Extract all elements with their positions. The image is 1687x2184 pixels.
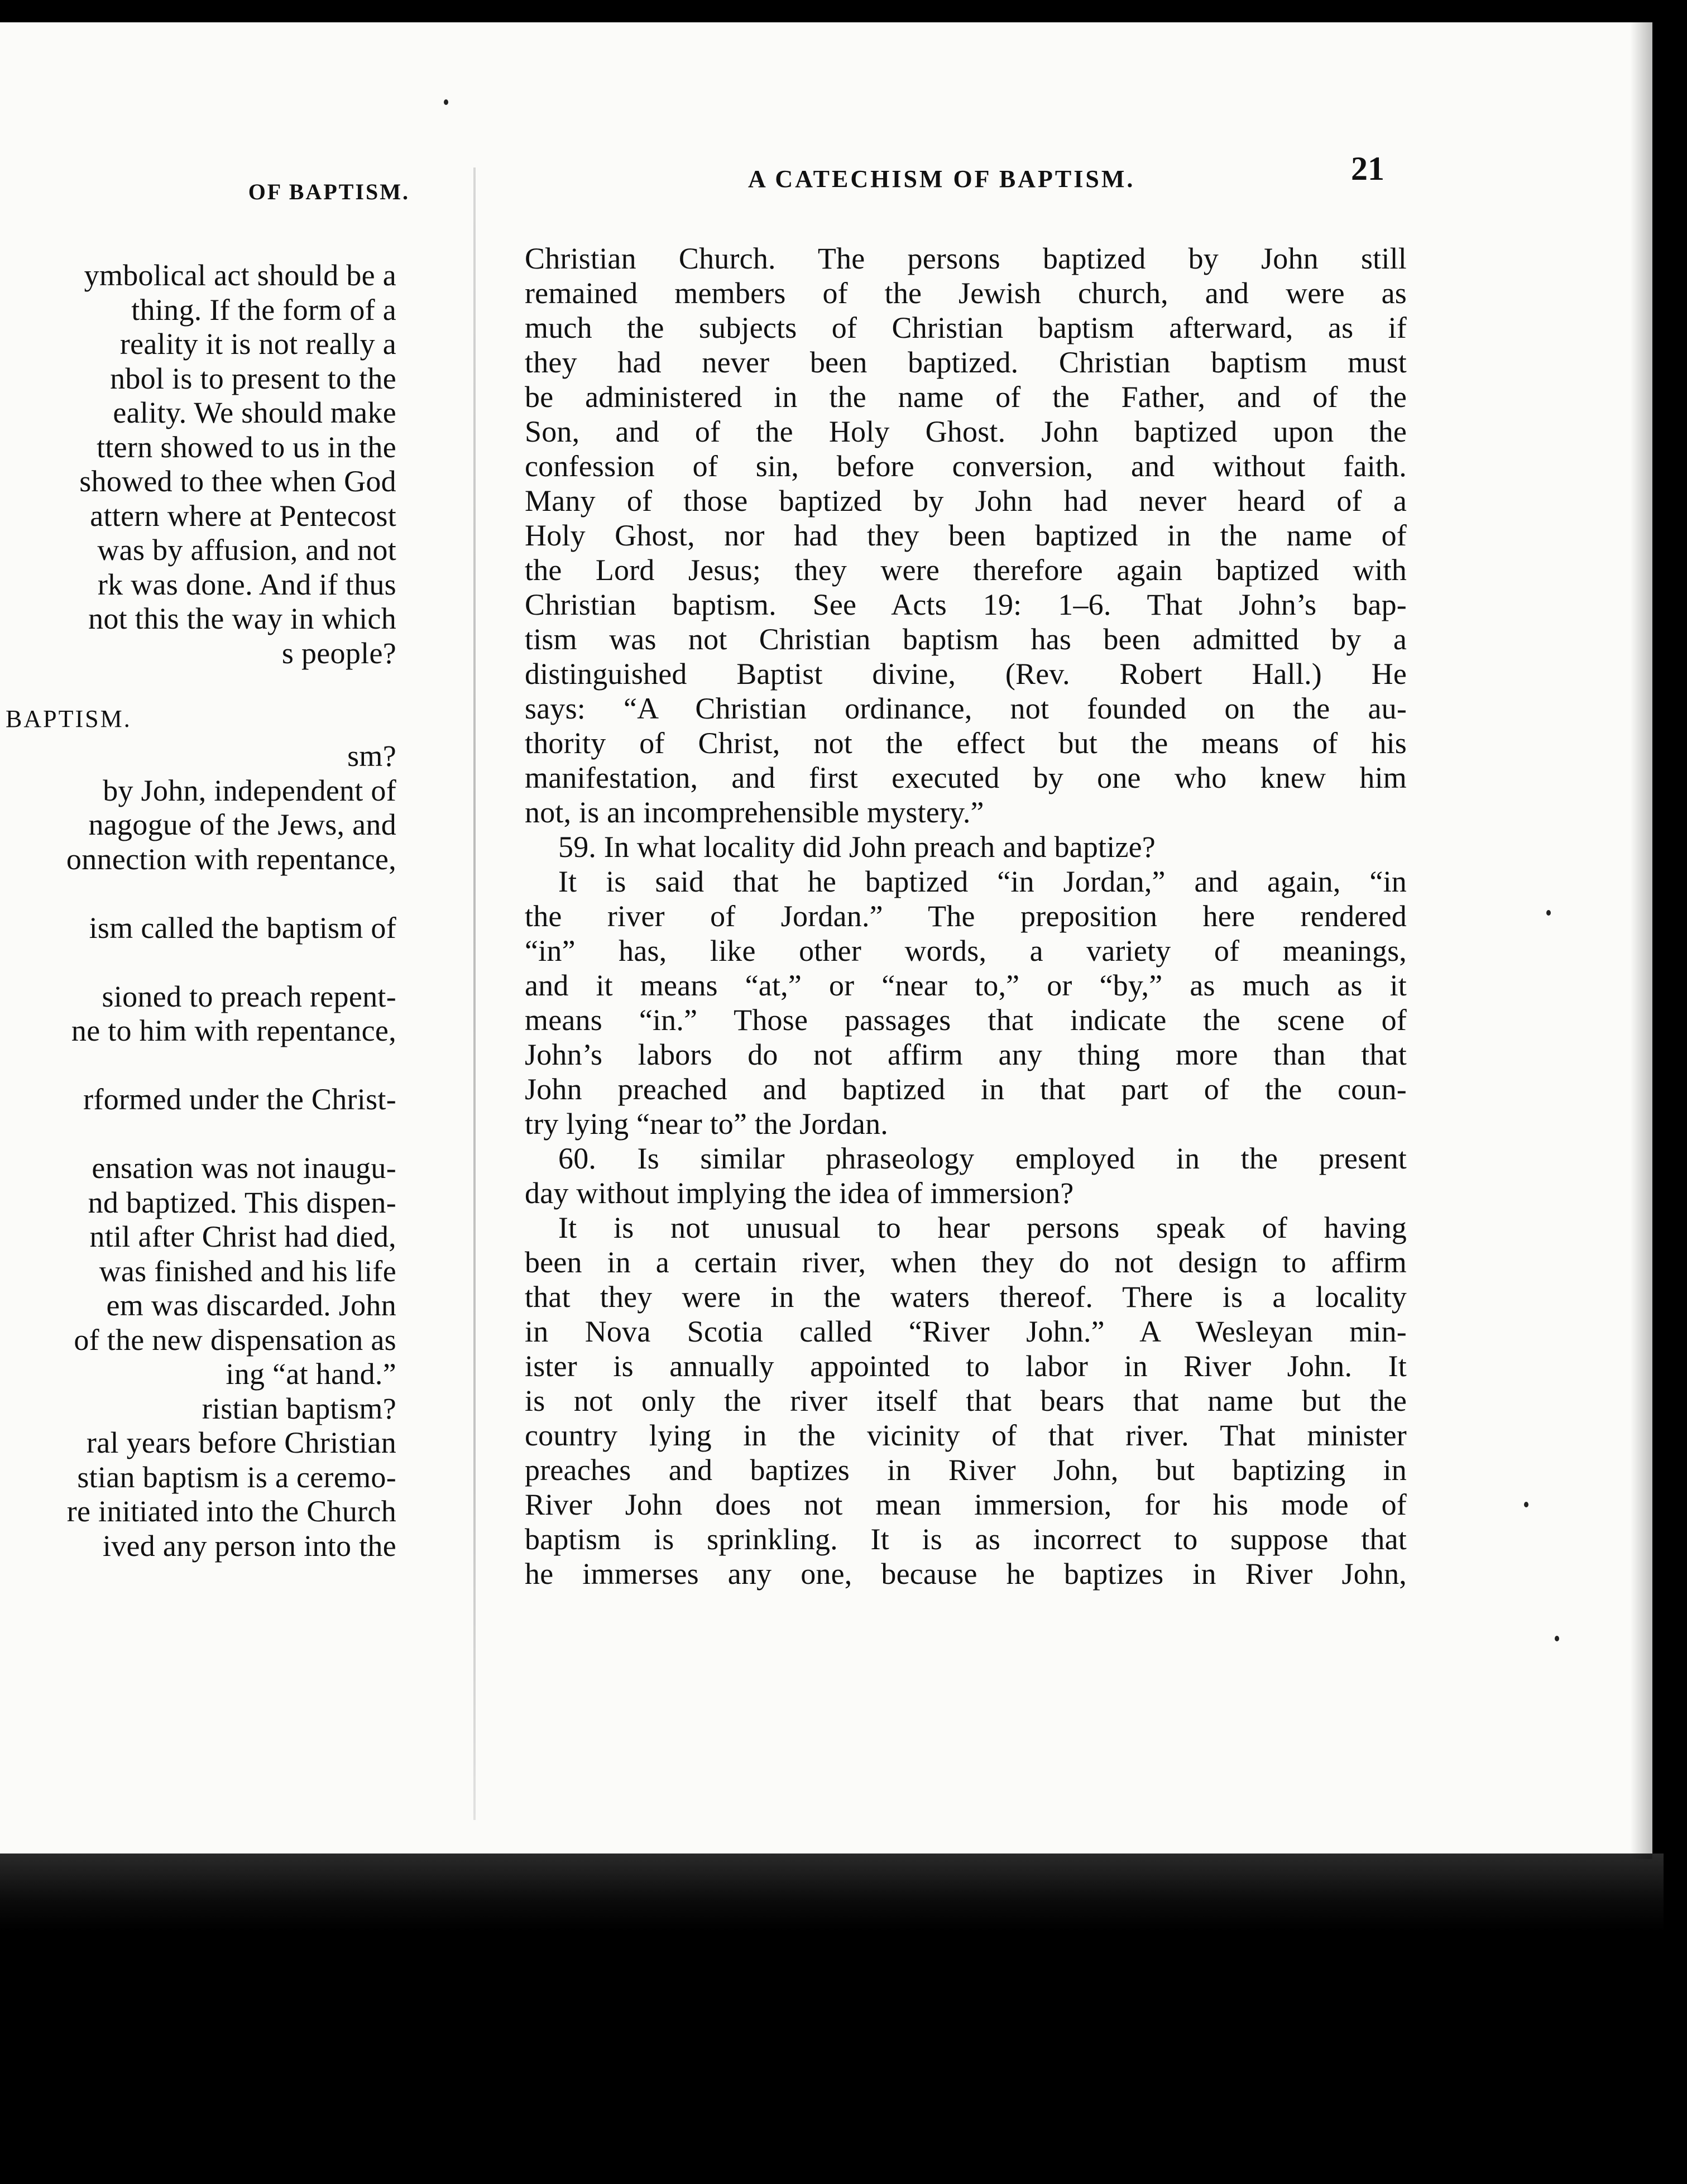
left-text-line: rk was done. And if thus (97, 567, 396, 601)
main-text-line: baptism is sprinkling. It is as incorrect to suppose that (525, 1522, 1407, 1556)
left-text-line: re initiated into the Church (66, 1495, 396, 1528)
left-text-line: by John, independent of (103, 773, 396, 807)
left-text-line: ing “at hand.” (226, 1357, 396, 1391)
left-text-line: ived any person into the (102, 1529, 396, 1563)
left-text-line: s people? (281, 636, 396, 670)
main-text-line: manifestation, and first executed by one who knew him (525, 761, 1407, 794)
left-text-line: thing. If the form of a (131, 293, 396, 327)
main-text-line: John’s labors do not affirm any thing more than that (525, 1038, 1407, 1071)
main-text-line: day without implying the idea of immersion? (525, 1176, 1074, 1210)
ink-speck (444, 99, 448, 105)
main-text-line: he immerses any one, because he baptizes in River John, (525, 1557, 1407, 1591)
page-number: 21 (1351, 150, 1384, 187)
ink-speck (1524, 1502, 1528, 1507)
main-text-line: thority of Christ, not the effect but the means of his (525, 726, 1407, 760)
main-text-line: Christian Church. The persons baptized by John still (525, 242, 1407, 275)
left-text-line: BAPTISM. (6, 705, 132, 732)
left-page (0, 0, 424, 1842)
main-text-line: country lying in the vicinity of that river. That minister (525, 1419, 1407, 1452)
main-text-line: confession of sin, before conversion, and without faith. (525, 449, 1407, 483)
left-text-line: ntil after Christ had died, (89, 1220, 396, 1253)
main-text-line: River John does not mean immersion, for his mode of (525, 1488, 1407, 1521)
left-text-line: nbol is to present to the (110, 361, 396, 395)
left-text-line: reality it is not really a (119, 327, 396, 361)
main-text-line: ister is annually appointed to labor in River John. It (525, 1349, 1407, 1383)
running-head: A CATECHISM OF BAPTISM. (748, 165, 1135, 193)
main-text-line: “in” has, like other words, a variety of meanings, (525, 934, 1407, 968)
main-text-line: It is not unusual to hear persons speak of having (558, 1211, 1407, 1244)
main-text-line: Holy Ghost, nor had they been baptized in the name of (525, 519, 1407, 552)
main-text-line: It is said that he baptized “in Jordan,” and again, “in (558, 865, 1407, 898)
main-text-line: not, is an incomprehensible mystery.” (525, 796, 984, 829)
left-text-line: of the new dispensation as (74, 1323, 396, 1357)
main-text-line: in Nova Scotia called “River John.” A Wesleyan min- (525, 1315, 1407, 1348)
main-text-line: 59. In what locality did John preach and baptize? (558, 830, 1156, 864)
main-text-line: 60. Is similar phraseology employed in the present (558, 1142, 1407, 1175)
left-text-line: rformed under the Christ- (83, 1083, 396, 1116)
left-text-line: sm? (347, 739, 396, 773)
main-text-line: says: “A Christian ordinance, not founded on the au- (525, 692, 1407, 725)
book-gutter (473, 167, 476, 1820)
main-text-line: try lying “near to” the Jordan. (525, 1107, 888, 1141)
left-text-line: showed to thee when God (79, 464, 396, 498)
left-text-line: ne to him with repentance, (71, 1014, 396, 1047)
main-text-line: Christian baptism. See Acts 19: 1–6. That John’s bap- (525, 588, 1407, 621)
ink-speck (1546, 910, 1551, 916)
left-text-line: not this the way in which (88, 602, 396, 635)
left-running-head: OF BAPTISM. (248, 179, 410, 204)
left-text-line: nagogue of the Jews, and (88, 808, 396, 841)
main-text-line: and it means “at,” or “near to,” or “by,” as much as it (525, 969, 1407, 1002)
main-text-line: been in a certain river, when they do not design to affirm (525, 1246, 1407, 1279)
main-text-line: is not only the river itself that bears that name but the (525, 1384, 1407, 1417)
left-text-line: ymbolical act should be a (84, 258, 396, 292)
main-text-line: much the subjects of Christian baptism afterward, as if (525, 311, 1407, 344)
ink-speck (1555, 1636, 1559, 1641)
left-text-line: stian baptism is a ceremo- (77, 1460, 396, 1494)
main-page (525, 0, 1418, 1842)
left-text-line: ism called the baptism of (89, 911, 396, 945)
main-text-line: means “in.” Those passages that indicate the scene of (525, 1003, 1407, 1037)
left-text-line: sioned to preach repent- (102, 979, 396, 1013)
main-text-line: preaches and baptizes in River John, but baptizing in (525, 1453, 1407, 1487)
main-text-line: that they were in the waters thereof. There is a locality (525, 1280, 1407, 1314)
main-text-line: tism was not Christian baptism has been admitted by a (525, 622, 1407, 656)
left-text-line: eality. We should make (113, 396, 396, 429)
main-text-line: the Lord Jesus; they were therefore again baptized with (525, 553, 1407, 587)
left-text-line: ral years before Christian (86, 1426, 396, 1459)
left-text-line: was finished and his life (99, 1254, 396, 1288)
left-text-line: ttern showed to us in the (97, 430, 396, 464)
main-text-line: distinguished Baptist divine, (Rev. Robert Hall.) He (525, 657, 1407, 691)
main-text-line: be administered in the name of the Father, and of the (525, 380, 1407, 414)
left-text-line: em was discarded. John (106, 1289, 396, 1322)
main-text-line: Many of those baptized by John had never heard of a (525, 484, 1407, 518)
page-edge-shadow (1630, 22, 1652, 1859)
main-text-line: John preached and baptized in that part of the coun- (525, 1072, 1407, 1106)
main-text-line: remained members of the Jewish church, and were as (525, 276, 1407, 310)
left-text-line: attern where at Pentecost (90, 499, 396, 533)
left-text-line: nd baptized. This dispen- (88, 1185, 396, 1219)
scan-bottom-edge (0, 1853, 1664, 1932)
left-text-line: ristian baptism? (202, 1391, 396, 1425)
left-text-line: ensation was not inaugu- (92, 1151, 396, 1185)
left-text-line: was by affusion, and not (97, 533, 396, 567)
main-text-line: the river of Jordan.” The preposition here rendered (525, 899, 1407, 933)
main-text-line: they had never been baptized. Christian baptism must (525, 346, 1407, 379)
left-text-line: onnection with repentance, (66, 842, 396, 876)
main-text-line: Son, and of the Holy Ghost. John baptized upon the (525, 415, 1407, 448)
